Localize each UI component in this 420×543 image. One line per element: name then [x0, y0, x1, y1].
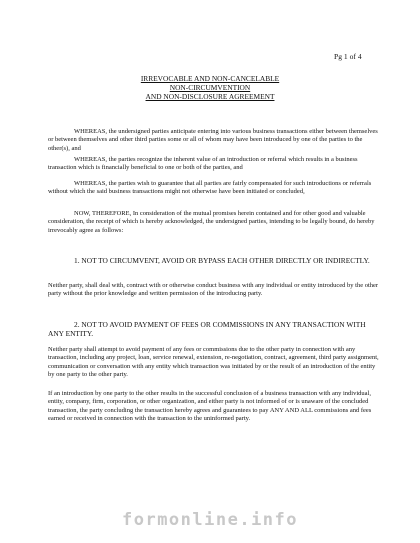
title-line-3: AND NON-DISCLOSURE AGREEMENT — [145, 92, 275, 102]
page-number: Pg 1 of 4 — [334, 52, 362, 61]
section-1-heading: 1. NOT TO CIRCUMVENT, AVOID OR BYPASS EACH OTHER DIRECTLY OR INDIRECTLY. — [74, 256, 370, 265]
section-2-body-continued: If an introduction by one party to the other results in the successful conclusion of a business transaction with any individual, entity, company, firm, corporation, or other organization, and either party is not informed of or is unaware of the concluded transaction, the party concluding the transaction hereby agrees and guarantees to pay ANY AND ALL commissions and fees earned or received in connection with the transaction to the uninformed party. — [48, 390, 372, 423]
document-title — [0, 74, 420, 102]
whereas-paragraph-2: WHEREAS, the parties recognize the inherent value of an introduction or referral which results in a business transaction which is financially beneficial to one or both of the parties, and — [48, 156, 358, 172]
section-2-body: Neither party shall attempt to avoid payment of any fees or commissions due to the other party in connection with any transaction, including any project, loan, service renewal, extension, re-negotiation, contract, agreement, third party assignment, communication or conversation with any entity which transaction was initiated by or the result of an introduction of the entity by one party to the other party. — [48, 346, 379, 379]
section-1-body: Neither party, shall deal with, contract with or otherwise conduct business with any individual or entity introduced by the other party without the prior knowledge and written permission of the introducing party. — [48, 282, 379, 298]
section-2-heading: 2. NOT TO AVOID PAYMENT OF FEES OR COMMISSIONS IN ANY TRANSACTION WITH ANY ENTITY. — [48, 320, 366, 339]
watermark: formonline.info — [121, 510, 299, 530]
title-line-1: IRREVOCABLE AND NON-CANCELABLE — [140, 74, 280, 83]
whereas-paragraph-1: WHEREAS, the undersigned parties anticipate entering into various business transactions either between themselves or between themselves and other third parties some or all of whom may have been introduced by one of the parties to the other(s), and — [48, 128, 378, 152]
title-line-2: NON-CIRCUMVENTION — [169, 83, 251, 93]
whereas-paragraph-3: WHEREAS, the parties wish to guarantee that all parties are fairly compensated for such introductions or referrals without which the said business transactions might not otherwise have been initiated or concluded, — [48, 180, 372, 196]
now-therefore-paragraph: NOW, THEREFORE, In consideration of the mutual promises herein contained and for other good and valuable consideration, the receipt of which is hereby acknowledged, the undersigned parties, intending to be legally bound, do hereby irrevocably agree as follows: — [48, 210, 375, 234]
